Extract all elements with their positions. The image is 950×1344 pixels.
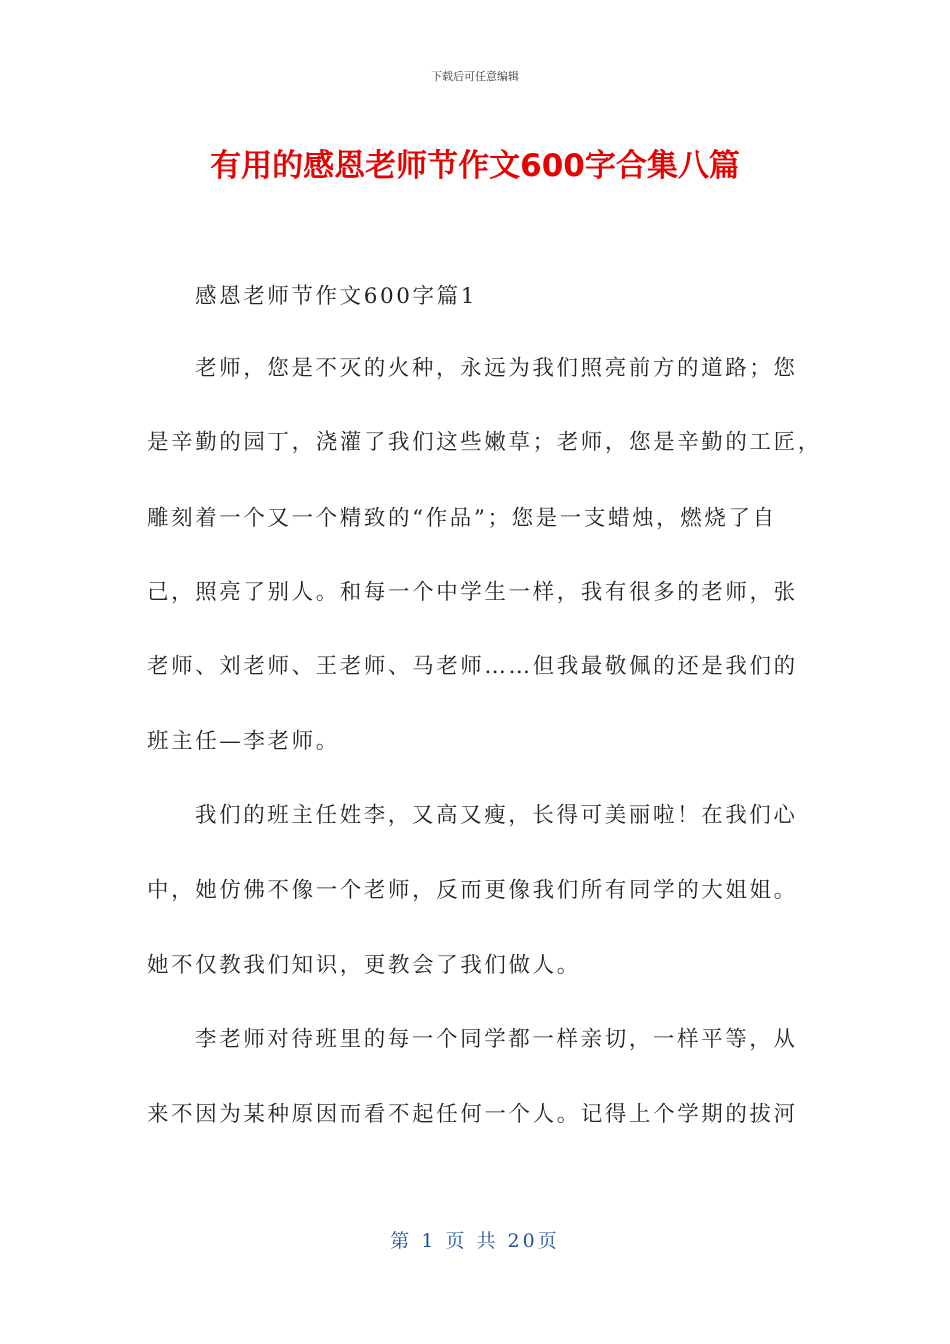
paragraph-line: 老师，您是不灭的火种，永远为我们照亮前方的道路；您 (195, 356, 798, 381)
paragraph-line: 班主任—李老师。 (147, 729, 340, 754)
paragraph-line: 中，她仿佛不像一个老师，反而更像我们所有同学的大姐姐。 (147, 878, 798, 903)
paragraph-line: 她不仅教我们知识，更教会了我们做人。 (147, 953, 581, 978)
paragraph-line: 老师、刘老师、王老师、马老师……但我最敬佩的还是我们的 (147, 654, 798, 679)
section-heading: 感恩老师节作文600字篇1 (195, 284, 478, 309)
page-header: 下载后可任意编辑 (431, 70, 519, 83)
paragraph-line: 李老师对待班里的每一个同学都一样亲切，一样平等，从 (195, 1027, 798, 1052)
paragraph-line: 雕刻着一个又一个精致的“作品”；您是一支蜡烛，燃烧了自 (147, 506, 777, 531)
paragraph-line: 来不因为某种原因而看不起任何一个人。记得上个学期的拔河 (147, 1102, 798, 1127)
paragraph-line: 是辛勤的园丁，浇灌了我们这些嫩草；老师，您是辛勤的工匠， (147, 430, 822, 455)
page-footer: 第 1 页 共 20页 (390, 1230, 560, 1252)
paragraph-line: 己，照亮了别人。和每一个中学生一样，我有很多的老师，张 (147, 580, 798, 605)
document-title: 有用的感恩老师节作文600字合集八篇 (210, 148, 740, 184)
paragraph-line: 我们的班主任姓李，又高又瘦，长得可美丽啦！在我们心 (195, 803, 798, 828)
